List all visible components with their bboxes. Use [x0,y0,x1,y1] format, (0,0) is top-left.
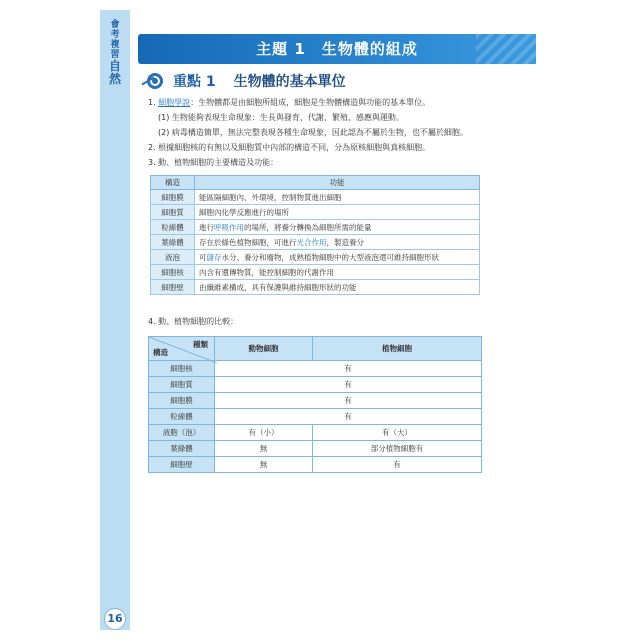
structure-name: 粒線體 [149,409,215,425]
topic-banner [138,34,536,64]
key-point-label: 重點 1 [173,74,216,90]
table-row [149,457,482,473]
function-text: 由纖維素構成，具有保護與維持細胞形狀的功能 [199,282,357,292]
structure-function [195,265,480,280]
plant-value: 有（大） [312,425,481,441]
item-1-text: ：生物體都是由細胞所組成，細胞是生物體構造與功能的基本單位。 [190,98,431,107]
table-row [151,235,480,250]
structure-name: 粒線體 [151,220,195,235]
shared-value: 有 [215,377,482,393]
item-1-number: 1. [148,98,156,107]
highlight-term: 呼吸作用 [214,222,244,232]
table-row [149,409,482,425]
column-header: 構造 [151,176,195,190]
structure-name: 細胞核 [151,265,195,280]
structure-name: 細胞壁 [149,457,215,473]
structure-name: 細胞膜 [151,190,195,205]
item-1-term: 細胞學說 [158,98,191,107]
table-row [151,265,480,280]
subject-label: 自然 [108,59,121,86]
item-4: 4. 動、植物細胞的比較： [148,317,239,326]
table-header-row [151,176,480,190]
item-1-sub-1: (1) 生物能夠表現生命現象：生長與發育、代謝、繁殖、感應與運動。 [158,113,404,122]
structure-name: 液胞（泡） [149,425,215,441]
table-row [149,393,482,409]
function-text: 內含有遺傳物質，能控制細胞的代謝作用 [199,267,334,277]
structure-name: 液泡 [151,250,195,265]
table-row [151,190,480,205]
structure-name: 葉綠體 [151,235,195,250]
topic-title: 主題 1 生物體的組成 [256,40,418,58]
column-header-plant: 植物細胞 [312,337,481,361]
function-text: 存在於綠色植物細胞，可進行 [199,237,297,247]
structure-function [195,250,480,265]
structure-name: 細胞核 [149,361,215,377]
structure-name: 細胞質 [149,377,215,393]
function-text: 的場所，將養分轉換為細胞所需的能量 [244,222,372,232]
function-text: 進行 [199,222,214,232]
structure-name: 細胞膜 [149,393,215,409]
column-header-animal: 動物細胞 [215,337,313,361]
structure-name: 細胞壁 [151,280,195,295]
target-icon [145,71,165,91]
function-text: 水分、養分和廢物，成熟植物細胞中的大型液泡還可維持細胞形狀 [221,252,439,262]
side-title [108,20,122,86]
series-label: 會考複習 [110,20,120,60]
structure-name: 細胞質 [151,205,195,220]
item-3: 3. 動、植物細胞的主要構造及功能： [148,158,279,167]
structure-function [195,235,480,250]
structure-function-table [150,175,480,295]
highlight-term: 光合作用 [296,237,327,247]
function-text: ，製造養分 [326,237,364,247]
structure-function [195,280,480,295]
plant-value: 部分植物細胞有 [312,441,481,457]
function-text: 可 [199,252,207,262]
item-2: 2. 根據細胞核的有無以及細胞質中內部的構造不同，分為原核細胞與真核細胞。 [148,143,431,152]
side-strip [100,10,130,630]
corner-bottom-label: 構造 [153,348,168,357]
animal-value: 無 [215,441,313,457]
function-text: 細胞內化學反應進行的場所 [199,207,289,217]
shared-value: 有 [215,393,482,409]
table-row [151,220,480,235]
highlight-term: 儲存 [206,252,222,262]
key-point-heading [145,70,346,92]
structure-function [195,190,480,205]
page-number: 16 [104,608,126,630]
table-row [151,280,480,295]
animal-value: 有（小） [215,425,313,441]
key-point-title: 生物體的基本單位 [233,74,346,90]
animal-value: 無 [215,457,313,473]
function-text: 能區隔細胞內、外環境，控制物質進出細胞 [199,192,342,202]
table-row [151,205,480,220]
structure-function [195,220,480,235]
table-row [151,250,480,265]
table-row [149,377,482,393]
shared-value: 有 [215,361,482,377]
cell-comparison-table [148,336,482,473]
column-header: 功能 [195,176,480,190]
table-row [149,441,482,457]
item-1-sub-2: (2) 病毒構造簡單，無法完整表現各種生命現象，因此認為不屬於生物，也不屬於細胞。 [158,128,468,137]
plant-value: 有 [312,457,481,473]
table-header-row [149,337,482,361]
structure-function [195,205,480,220]
item-1 [148,97,430,109]
table-row [149,425,482,441]
corner-top-label: 種類 [193,340,208,349]
corner-header [149,337,215,361]
shared-value: 有 [215,409,482,425]
structure-name: 葉綠體 [149,441,215,457]
